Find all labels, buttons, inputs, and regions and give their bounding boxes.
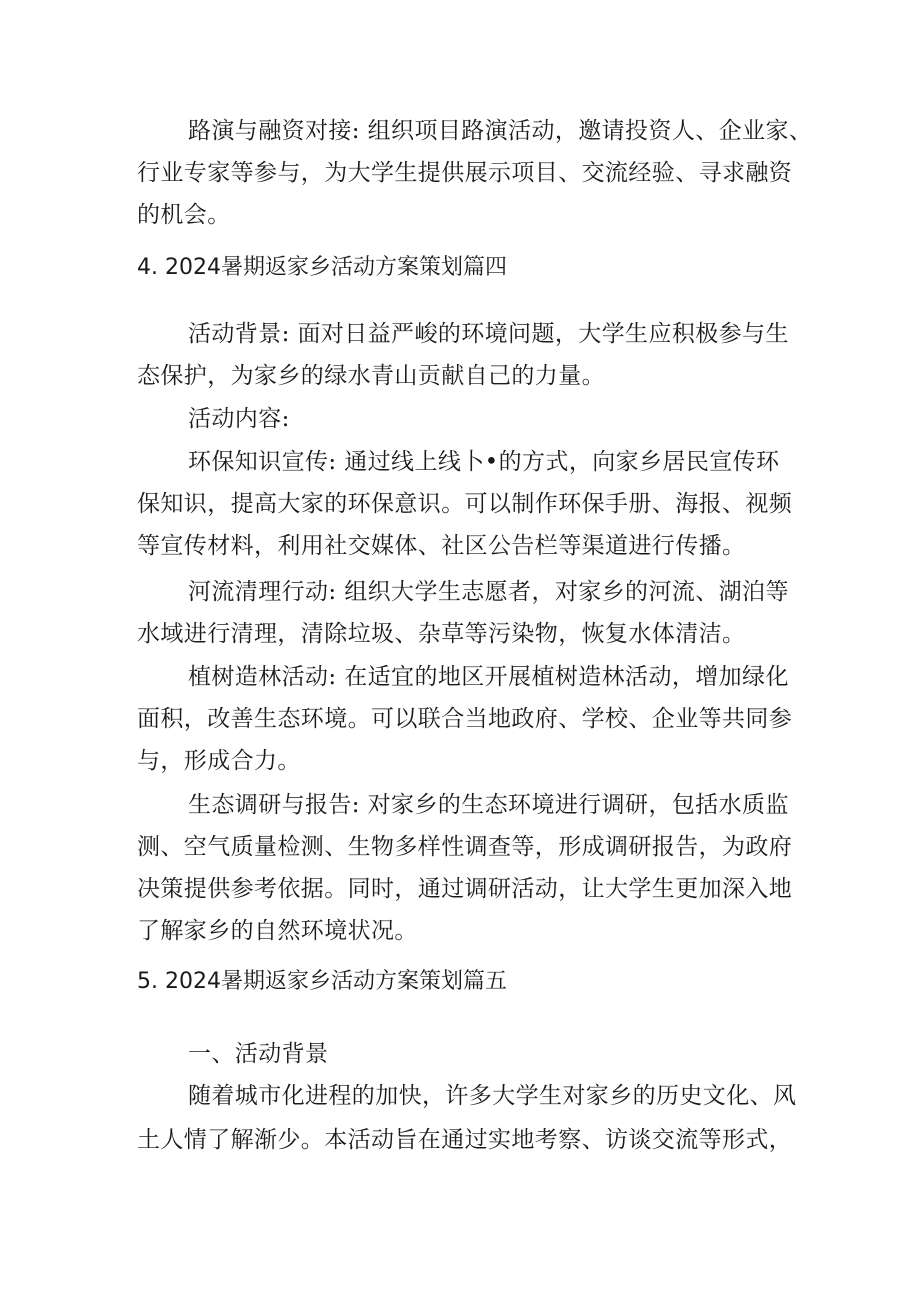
paragraph-line: 与，形成合力。 [137,748,301,774]
paragraph-line: 水域进行清理，清除垃圾、杂草等污染物，恢复水体清洁。 [137,621,746,647]
paragraph-line: 土人情了解渐少。本活动旨在通过实地考察、访谈交流等形式， [137,1127,793,1153]
paragraph-line: 保知识，提高大家的环保意识。可以制作环保手册、海报、视频 [137,491,793,517]
paragraph-line: 行业专家等参与，为大学生提供展示项目、交流经验、寻求融资 [137,160,793,186]
paragraph-line: 生态调研与报告: 对家乡的生态环境进行调研，包括水质监 [188,792,789,818]
paragraph-line: 测、空气质量检测、生物多样性调查等，形成调研报告，为政府 [137,834,793,860]
section-heading-5: 5. 2024暑期返家乡活动方案策划篇五 [137,969,507,994]
paragraph-line: 活动背景: 面对日益严峻的环境问题，大学生应积极参与生 [188,321,789,347]
paragraph-line: 的机会。 [137,202,231,228]
paragraph-line: 活动内容: [188,406,290,432]
paragraph-line: 植树造林活动: 在适宜的地区开展植树造林活动，增加绿化 [188,664,789,690]
paragraph-line: 随着城市化进程的加快，许多大学生对家乡的历史文化、风 [188,1083,797,1109]
paragraph-line: 河流清理行动: 组织大学生志愿者，对家乡的河流、湖泊等 [188,579,789,605]
paragraph-line: 了解家乡的自然环境状况。 [137,918,418,944]
paragraph-line: 路演与融资对接: 组织项目路演活动，邀请投资人、企业家、 [188,118,813,144]
subsection-title: 一、活动背景 [188,1041,329,1067]
paragraph-line: 面积，改善生态环境。可以联合当地政府、学校、企业等共同参 [137,706,793,732]
paragraph-line: 决策提供参考依据。同时，通过调研活动，让大学生更加深入地 [137,876,793,902]
paragraph-line: 等宣传材料，利用社交媒体、社区公告栏等渠道进行传播。 [137,533,746,559]
paragraph-line: 态保护，为家乡的绿水青山贡献自己的力量。 [137,363,605,389]
paragraph-line: 环保知识宣传: 通过线上线卜•的方式，向家乡居民宣传环 [188,449,780,475]
section-heading-4: 4. 2024暑期返家乡活动方案策划篇四 [137,255,507,280]
